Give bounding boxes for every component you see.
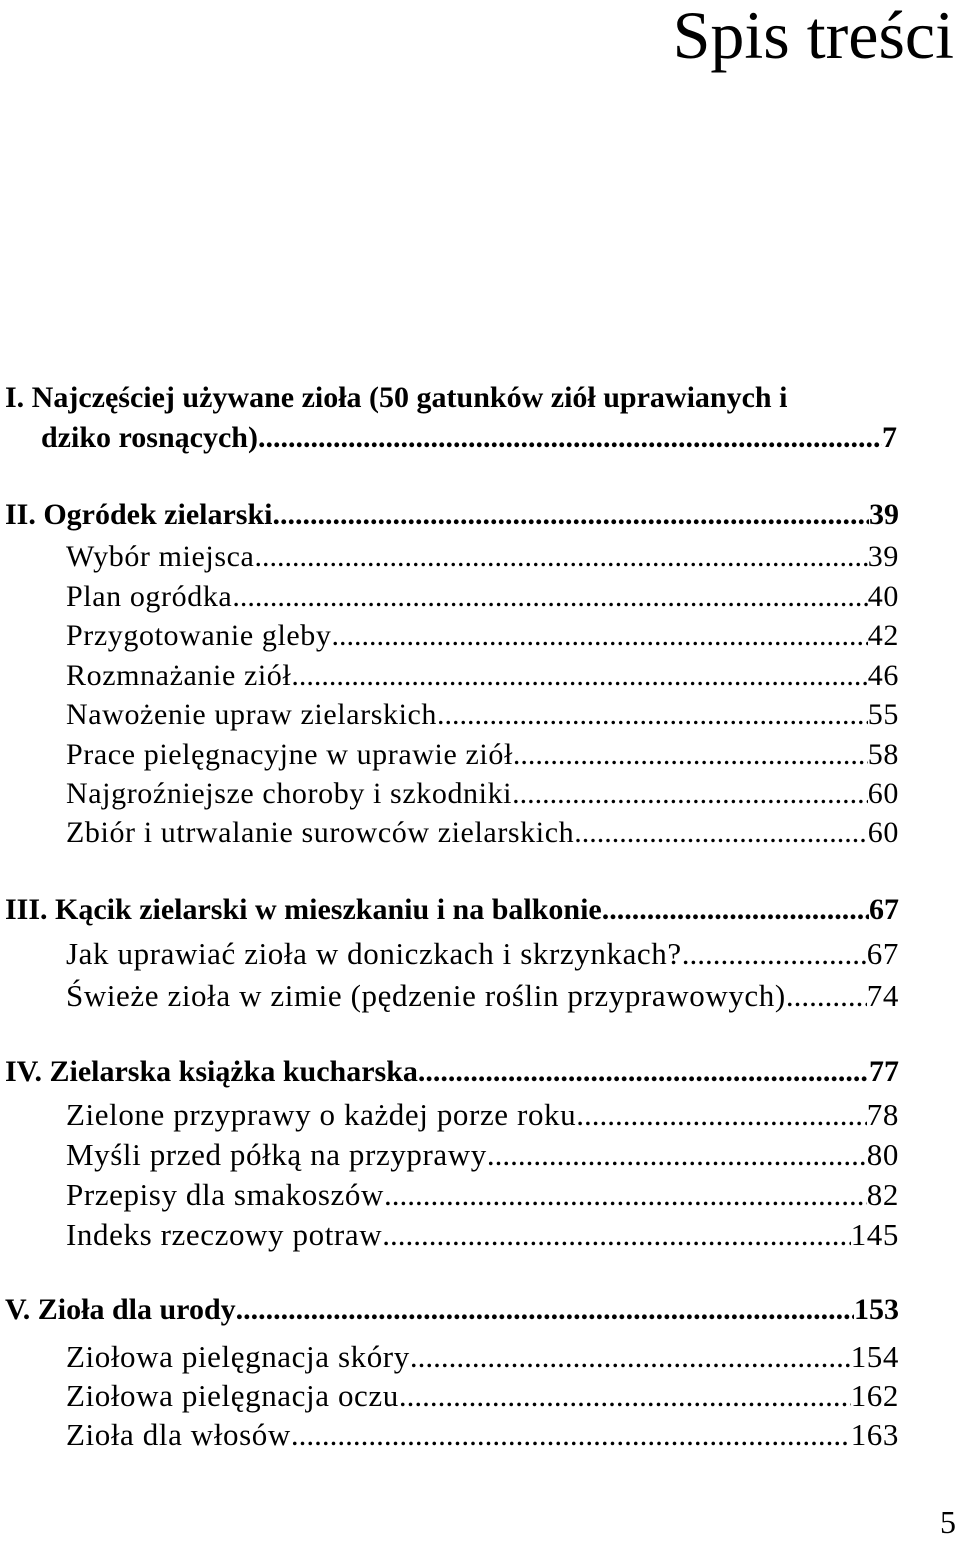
toc-chapter-4[interactable] [5, 1057, 899, 1087]
toc-section[interactable] [66, 818, 899, 848]
toc-section-page: 74 [866, 978, 899, 1013]
toc-section[interactable] [66, 938, 899, 969]
toc-section-title: Prace pielęgnacyjne w uprawie ziół [66, 738, 513, 771]
toc-section-page: 58 [867, 738, 899, 771]
dot-leader [273, 500, 870, 530]
toc-chapter-5-heading: V. Zioła dla urody [5, 1293, 236, 1326]
toc-chapter-1-heading[interactable]: I. Najczęściej używane zioła (50 gatunków ziół uprawianych i [5, 381, 788, 414]
toc-section-title: Indeks rzeczowy potraw [66, 1217, 383, 1252]
dot-leader [254, 542, 867, 572]
toc-section[interactable] [66, 1139, 899, 1170]
toc-section-title: Świeże zioła w zimie (pędzenie roślin przyprawowych) [66, 978, 786, 1013]
toc-section[interactable] [66, 1099, 899, 1130]
dot-leader [513, 740, 868, 770]
toc-chapter-1[interactable] [41, 423, 897, 453]
toc-section-title: Zbiór i utrwalanie surowców zielarskich [66, 816, 575, 849]
dot-leader [574, 818, 868, 848]
toc-section[interactable] [66, 582, 899, 612]
toc-section-page: 145 [850, 1217, 899, 1252]
toc-section-title: Wybór miejsca [66, 540, 255, 573]
toc-section-page: 163 [850, 1417, 899, 1452]
toc-chapter-3-page: 67 [869, 893, 899, 926]
toc-chapter-1-page: 7 [882, 421, 897, 454]
dot-leader [602, 895, 869, 925]
page-title: Spis treści [672, 0, 954, 73]
toc-section[interactable] [66, 1179, 899, 1210]
toc-section-page: 154 [850, 1339, 899, 1374]
toc-chapter-5[interactable] [5, 1295, 899, 1325]
dot-leader [487, 1139, 867, 1170]
toc-section-page: 78 [866, 1097, 899, 1132]
dot-leader [236, 1295, 854, 1325]
toc-section-page: 39 [867, 540, 899, 573]
toc-section[interactable] [66, 980, 899, 1011]
toc-section[interactable] [66, 621, 899, 651]
toc-section-title: Myśli przed półką na przyprawy [66, 1137, 487, 1172]
toc-chapter-4-page: 77 [869, 1055, 899, 1088]
toc-section-page: 67 [866, 936, 899, 971]
toc-section-page: 42 [867, 619, 899, 652]
toc-section-page: 82 [866, 1177, 899, 1212]
toc-section-title: Zielone przyprawy o każdej porze roku [66, 1097, 577, 1132]
toc-section-title: Zioła dla włosów [66, 1417, 291, 1452]
dot-leader [291, 661, 867, 691]
toc-chapter-2-page: 39 [869, 498, 899, 531]
toc-section-title: Plan ogródka [66, 580, 233, 613]
toc-section-title: Przygotowanie gleby [66, 619, 332, 652]
toc-section-title: Ziołowa pielęgnacja oczu [66, 1378, 399, 1413]
toc-section[interactable] [66, 661, 899, 691]
toc-section-page: 46 [867, 659, 899, 692]
toc-chapter-2-heading: II. Ogródek zielarski [5, 498, 273, 531]
toc-section[interactable] [66, 700, 899, 730]
toc-section-page: 162 [850, 1378, 899, 1413]
toc-section[interactable] [66, 779, 899, 809]
dot-leader [382, 1219, 851, 1250]
toc-section-page: 60 [867, 816, 899, 849]
toc-section-title: Jak uprawiać zioła w doniczkach i skrzynkach? [66, 936, 682, 971]
toc-section[interactable] [66, 1419, 899, 1450]
toc-section-page: 40 [867, 580, 899, 613]
toc-section[interactable] [66, 740, 899, 770]
dot-leader [512, 779, 868, 809]
toc-chapter-5-page: 153 [854, 1293, 899, 1326]
toc-section[interactable] [66, 1219, 899, 1250]
dot-leader [418, 1057, 869, 1087]
dot-leader [332, 621, 868, 651]
toc-chapter-3-heading: III. Kącik zielarski w mieszkaniu i na balkonie [5, 893, 602, 926]
toc-section-title: Rozmnażanie ziół [66, 659, 292, 692]
dot-leader [384, 1179, 867, 1210]
dot-leader [399, 1380, 851, 1411]
toc-section[interactable] [66, 1341, 899, 1372]
page-number: 5 [940, 1504, 956, 1540]
toc-chapter-1-heading-cont: dziko rosnących) [41, 421, 258, 454]
dot-leader [786, 980, 867, 1011]
dot-leader [291, 1419, 851, 1450]
toc-section-page: 80 [866, 1137, 899, 1172]
toc-chapter-3[interactable] [5, 895, 899, 925]
toc-section-page: 55 [867, 698, 899, 731]
toc-section-title: Nawożenie upraw zielarskich [66, 698, 438, 731]
dot-leader [232, 582, 867, 612]
toc-chapter-4-heading: IV. Zielarska książka kucharska [5, 1055, 418, 1088]
dot-leader [437, 700, 868, 730]
toc-section[interactable] [66, 542, 899, 572]
toc-section-title: Przepisy dla smakoszów [66, 1177, 384, 1212]
toc-section[interactable] [66, 1380, 899, 1411]
dot-leader [410, 1341, 851, 1372]
dot-leader [682, 938, 867, 969]
toc-section-title: Najgroźniejsze choroby i szkodniki [66, 777, 513, 810]
dot-leader [576, 1099, 867, 1130]
toc-chapter-2[interactable] [5, 500, 899, 530]
dot-leader [258, 423, 882, 453]
toc-section-title: Ziołowa pielęgnacja skóry [66, 1339, 410, 1374]
toc-section-page: 60 [867, 777, 899, 810]
